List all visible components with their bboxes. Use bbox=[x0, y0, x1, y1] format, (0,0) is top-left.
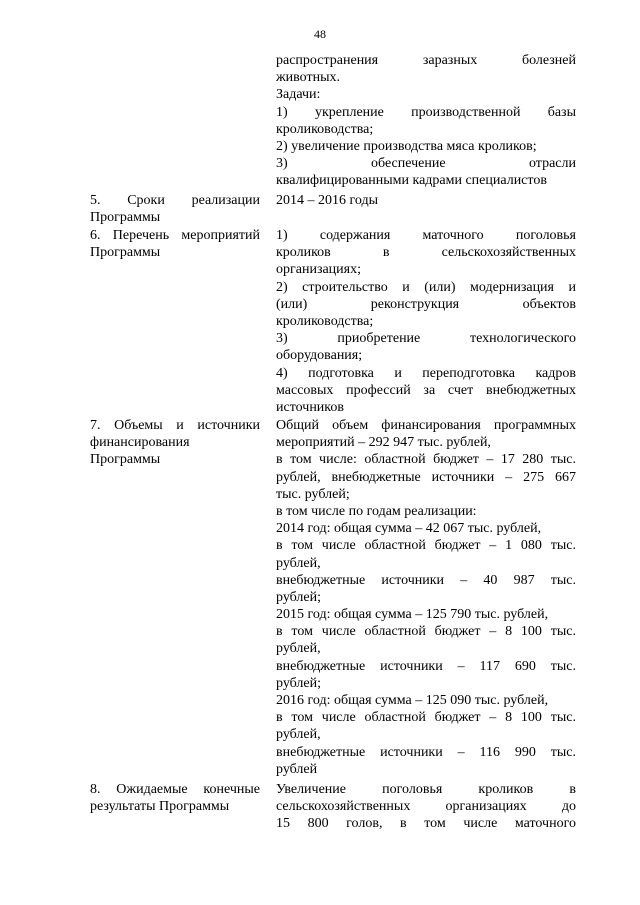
section-label bbox=[90, 781, 260, 815]
value-line: источников bbox=[276, 399, 345, 415]
value-line: квалифицированными кадрами специалистов bbox=[276, 173, 547, 189]
value-line: в том числе по годам реализации: bbox=[276, 503, 477, 519]
section-label bbox=[90, 227, 260, 261]
value-line: в том числе областной бюджет – 8 100 тыс. bbox=[276, 624, 576, 640]
label-line: Программы bbox=[90, 210, 161, 225]
value-line: внебюджетные источники – 117 690 тыс. bbox=[276, 658, 576, 674]
value-line: внебюджетные источники – 116 990 тыс. bbox=[276, 744, 576, 760]
value-line: внебюджетные источники – 40 987 тыс. bbox=[276, 572, 576, 588]
value-line: Общий объем финансирования программных bbox=[276, 418, 576, 433]
section-value bbox=[276, 781, 576, 833]
value-line: рублей, bbox=[276, 641, 321, 657]
value-line: рублей; bbox=[276, 589, 321, 605]
page-number: 48 bbox=[314, 27, 326, 41]
label-line: 5. Сроки реализации bbox=[90, 193, 260, 208]
value-line: рублей, внебюджетные источники – 275 667 bbox=[276, 469, 576, 485]
value-line: кролиководства; bbox=[276, 313, 374, 329]
section-label bbox=[90, 192, 260, 226]
value-line: 3) обеспечение отрасли bbox=[276, 156, 576, 172]
value-line: оборудования; bbox=[276, 348, 363, 364]
value-line: 3) приобретение технологического bbox=[276, 331, 576, 347]
value-line: 1) укрепление производственной базы bbox=[276, 104, 576, 120]
value-line: кролиководства; bbox=[276, 121, 374, 137]
value-line: в том числе: областной бюджет – 17 280 тыс. bbox=[276, 452, 576, 468]
label-line: 8. Ожидаемые конечные bbox=[90, 782, 260, 797]
value-line: 2014 год: общая сумма – 42 067 тыс. рублей, bbox=[276, 521, 542, 537]
value-line: массовых профессий за счет внебюджетных bbox=[276, 382, 576, 398]
section-label bbox=[90, 417, 260, 468]
value-line: рублей bbox=[276, 761, 318, 777]
label-line: Программы bbox=[90, 452, 161, 467]
label-line: финансирования bbox=[90, 435, 190, 450]
section-value bbox=[276, 417, 576, 778]
value-line: 1) содержания маточного поголовья bbox=[276, 228, 576, 243]
section-value bbox=[276, 192, 576, 209]
value-line: кроликов в сельскохозяйственных bbox=[276, 245, 576, 261]
value-line: тыс. рублей; bbox=[276, 486, 350, 502]
value-line: сельскохозяйственных организациях до bbox=[276, 799, 576, 815]
value-line: рублей, bbox=[276, 555, 321, 571]
value-line: 2016 год: общая сумма – 125 090 тыс. рублей, bbox=[276, 693, 549, 708]
value-line: 2014 – 2016 годы bbox=[276, 193, 379, 208]
value-line: животных. bbox=[276, 70, 341, 86]
value-line: (или) реконструкция объектов bbox=[276, 296, 576, 312]
value-line: Увеличение поголовья кроликов в bbox=[276, 782, 576, 797]
value-line: рублей; bbox=[276, 675, 321, 691]
value-line: 2015 год: общая сумма – 125 790 тыс. рублей, bbox=[276, 607, 549, 623]
value-line: 2) строительство и (или) модернизация и bbox=[276, 279, 576, 295]
value-line: распространения заразных болезней bbox=[276, 53, 576, 68]
value-line: в том числе областной бюджет – 8 100 тыс. bbox=[276, 710, 576, 726]
value-line: рублей, bbox=[276, 727, 321, 743]
section-value bbox=[276, 52, 576, 190]
value-line: 4) подготовка и переподготовка кадров bbox=[276, 365, 576, 381]
label-line: Программы bbox=[90, 245, 161, 260]
value-line: 2) увеличение производства мяса кроликов; bbox=[276, 138, 537, 154]
value-line: в том числе областной бюджет – 1 080 тыс. bbox=[276, 538, 576, 554]
value-line: 15 800 голов, в том числе маточного bbox=[276, 816, 576, 832]
value-line: мероприятий – 292 947 тыс. рублей, bbox=[276, 435, 491, 451]
value-line: организациях; bbox=[276, 262, 361, 278]
label-line: результаты Программы bbox=[90, 799, 230, 814]
value-line: Задачи: bbox=[276, 87, 321, 103]
label-line: 7. Объемы и источники bbox=[90, 418, 260, 433]
section-value bbox=[276, 227, 576, 416]
label-line: 6. Перечень мероприятий bbox=[90, 228, 260, 243]
